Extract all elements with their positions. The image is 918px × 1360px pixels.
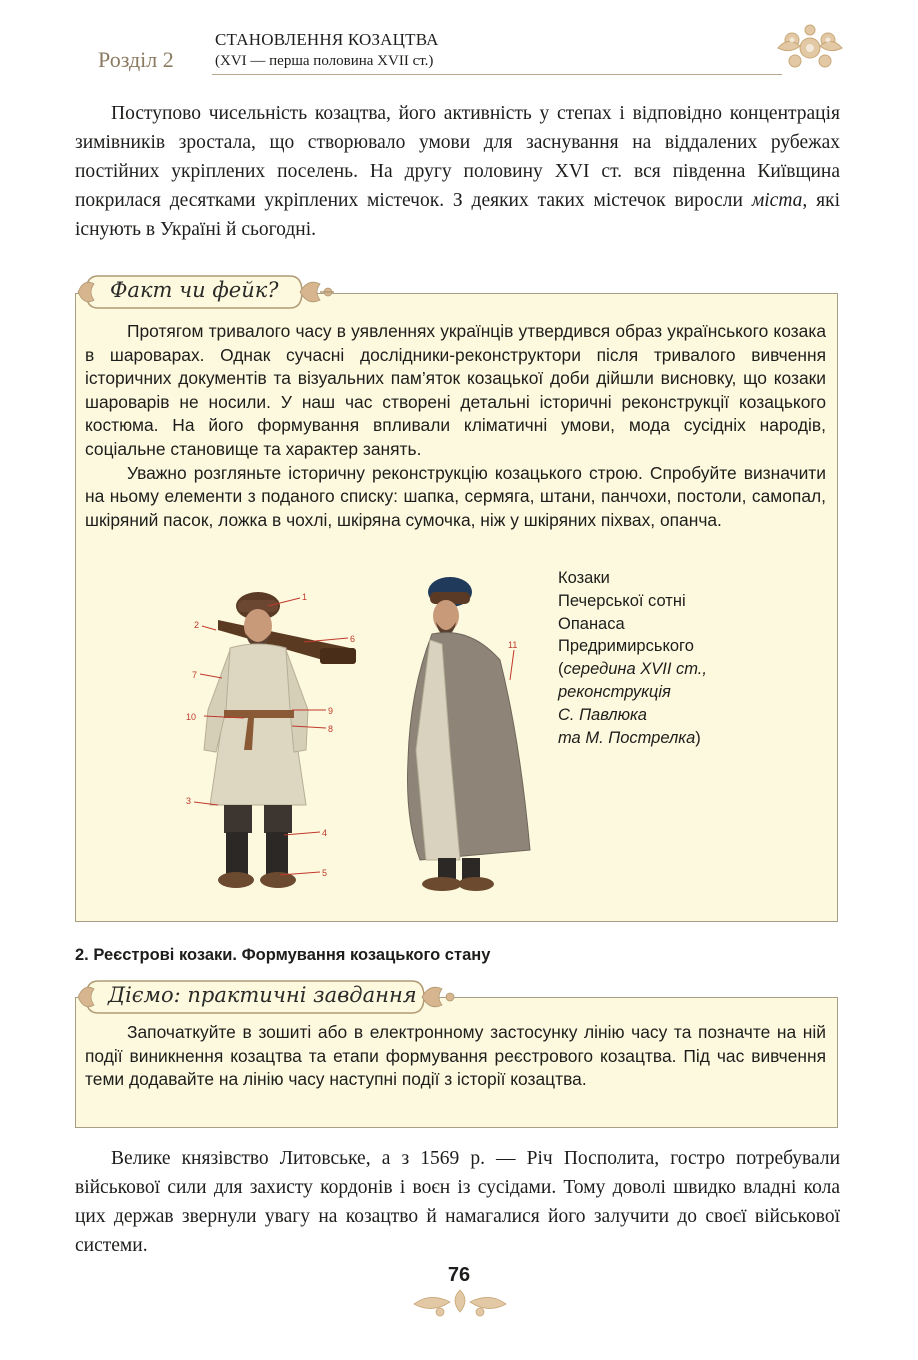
cossack-reconstruction-figure [180,570,540,905]
caption-line [558,727,758,750]
caption-italic: реконструкція [558,682,671,701]
practice-banner [76,975,456,1019]
callout-2: 2 [194,620,200,630]
closing-text: Велике князівство Литовське, а з 1569 р. — Річ Посполита, гостро потребували військової сили для захисту кордонів і воєн із сусідами. Тому доволі швидко владні кола цих держав звернули увагу на козацтво й намагалися його залучити до своєї військової системи. [75,1148,840,1256]
cossack-side-view-image [408,577,531,891]
intro-text: Поступово чисельність козацтва, його активність у степах і відповідно концентрація зимівників зростала, що створювало умови для заснування на віддалених рубежах постійних укріплених поселень. На другу половину XVI ст. вся південна Київщина покрилася десятками укріплених містечок. З деяких таких містечок виросли [75,103,840,211]
caption-paren: ( [558,660,564,679]
practice-banner-title: Діємо: практичні завдання [108,983,417,1007]
header-rule [212,74,782,75]
caption-line: Опанаса [558,614,625,633]
cossack-front-view-image [204,592,356,888]
page-header [0,0,918,90]
callout-6: 6 [350,634,356,644]
callout-3: 3 [186,796,192,806]
fact-paragraph-2: Уважно розгляньте історичну реконструкцію козацького строю. Спробуйте визначити на ньому елементи з поданого списку: шапка, сермяга, штани, панчохи, постоли, самопал, шкіряний пасок, ложка в чохлі, шкіряна сумочка, ніж у шкіряних піхвах, опанча. [85,462,826,530]
figure-caption [558,567,758,749]
chapter-subtitle: (XVI — перша половина XVII ст.) [215,53,434,69]
intro-paragraph [75,99,840,244]
intro-emphasis: міста [751,190,803,211]
caption-italic: С. Павлюка [558,705,647,724]
callout-5: 5 [322,868,328,878]
floral-ornament-icon [770,18,850,78]
page-number: 76 [447,1264,471,1286]
callout-9: 9 [328,706,334,716]
fact-box-text [85,320,826,532]
caption-line [558,658,758,681]
caption-line: Печерської сотні [558,591,686,610]
caption-italic: та М. Пострелка [558,728,696,747]
section-label: Розділ 2 [98,47,174,72]
fact-banner-title: Факт чи фейк? [110,278,279,302]
practice-paragraph: Започаткуйте в зошиті або в електронному застосунку лінію часу та позначте на ній події виникнення козацтва та етапи формування реєстрового козацтва. Під час вивчення теми додавайте на лінію часу наступні події з історії козацтва. [85,1022,826,1090]
callout-7: 7 [192,670,198,680]
chapter-title: СТАНОВЛЕННЯ КОЗАЦТВА [215,30,439,49]
intro-text-end: , які існують в Україні й сьогодні. [75,190,840,240]
callout-1: 1 [302,592,308,602]
callout-10: 10 [186,712,197,722]
caption-line [558,681,758,704]
caption-line: Предримирського [558,637,694,656]
caption-line: Козаки [558,569,610,587]
fact-paragraph-1: Протягом тривалого часу в уявленнях українців утвердився образ українського козака в шароварах. Однак сучасні дослідники-реконструктори після тривалого вивчення історичних документів та візуальних пам’яток козацької доби дійшли висновку, що козаки шароварів не носили. У наш час створені детальні історичні реконструкції козацького костюма. На його формування впливали кліматичні умови, мода сусідніх народів, соціальне становище та характер занять. [85,321,826,459]
footer-ornament-icon [410,1286,510,1320]
caption-paren: ) [695,728,701,747]
callout-4: 4 [322,828,328,838]
closing-paragraph [75,1144,840,1260]
section-subheading: 2. Реєстрові козаки. Формування козацького стану [75,946,491,964]
caption-italic: середина XVII ст., [563,660,707,679]
caption-line [558,704,758,727]
fact-banner [76,270,336,314]
practice-box-text [85,1021,826,1092]
callout-11: 11 [508,640,518,650]
callout-8: 8 [328,724,334,734]
